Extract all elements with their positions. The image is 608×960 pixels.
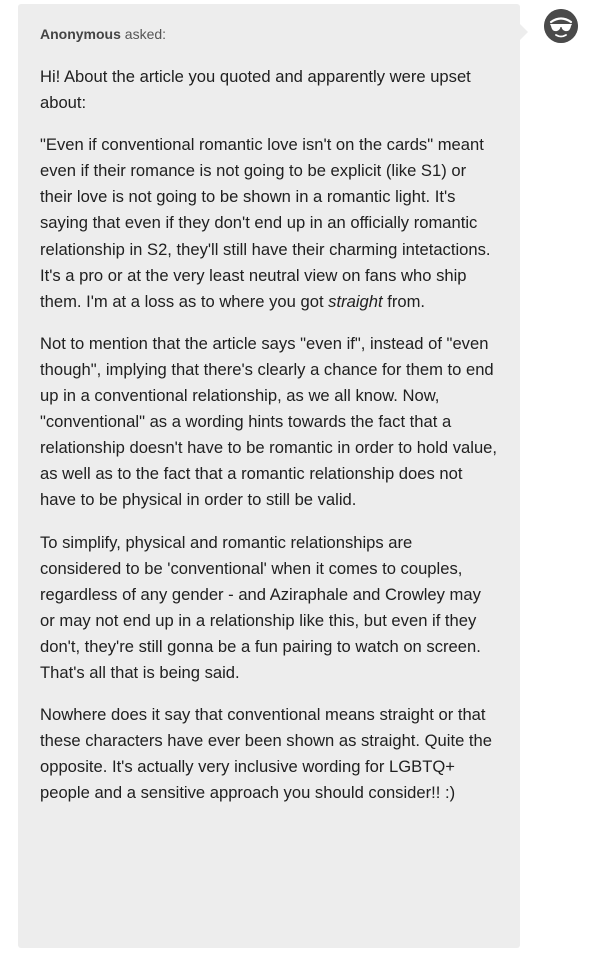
- question-paragraph-2-text: "Even if conventional romantic love isn't on the cards" meant even if their romance is not going to be explicit (like S1) or their love is not going to be shown in a romantic light. It's saying that even if they don't end up in an officially romantic relationship in S2, they'll still have their charming intetactions. It's a pro or at the very least neutral view on fans who ship them. I'm at a loss as to where you got: [40, 135, 491, 311]
- question-paragraph-1: Hi! About the article you quoted and apparently were upset about:: [40, 67, 471, 113]
- ask-bubble: [18, 4, 520, 948]
- asker-suffix: asked:: [124, 26, 167, 42]
- question-body: [40, 64, 498, 806]
- question-paragraph-5: Nowhere does it say that conventional means straight or that these characters have ever been shown as straight. Quite the opposite. It's actually very inclusive wording for LGBTQ+ people and a sensitive approach you should consider!! :): [40, 705, 492, 803]
- question-paragraph-3: Not to mention that the article says "even if", instead of "even though", implying that there's clearly a chance for them to end up in a conventional relationship, as we all know. Now, "conventional" as a wording hints towards the fact that a relationship doesn't have to be romantic in order to hold value, as well as to the fact that a romantic relationship does not have to be physical in order to still be valid.: [40, 333, 498, 510]
- anonymous-sunglasses-icon: [544, 9, 578, 43]
- question-paragraph-2-end: from.: [382, 291, 426, 311]
- anonymous-avatar[interactable]: [544, 9, 578, 43]
- question-emphasis-straight: straight: [328, 291, 383, 311]
- asker-line: [40, 25, 498, 43]
- question-paragraph-4: To simplify, physical and romantic relationships are considered to be 'conventional' when it comes to couples, regardless of any gender - and Aziraphale and Crowley may or may not end up in a relationship like this, but even if they don't, they're still gonna be a fun pairing to watch on screen. That's all that is being said.: [40, 532, 481, 682]
- question-paragraph-2: [40, 132, 498, 315]
- asker-name[interactable]: Anonymous: [40, 26, 121, 42]
